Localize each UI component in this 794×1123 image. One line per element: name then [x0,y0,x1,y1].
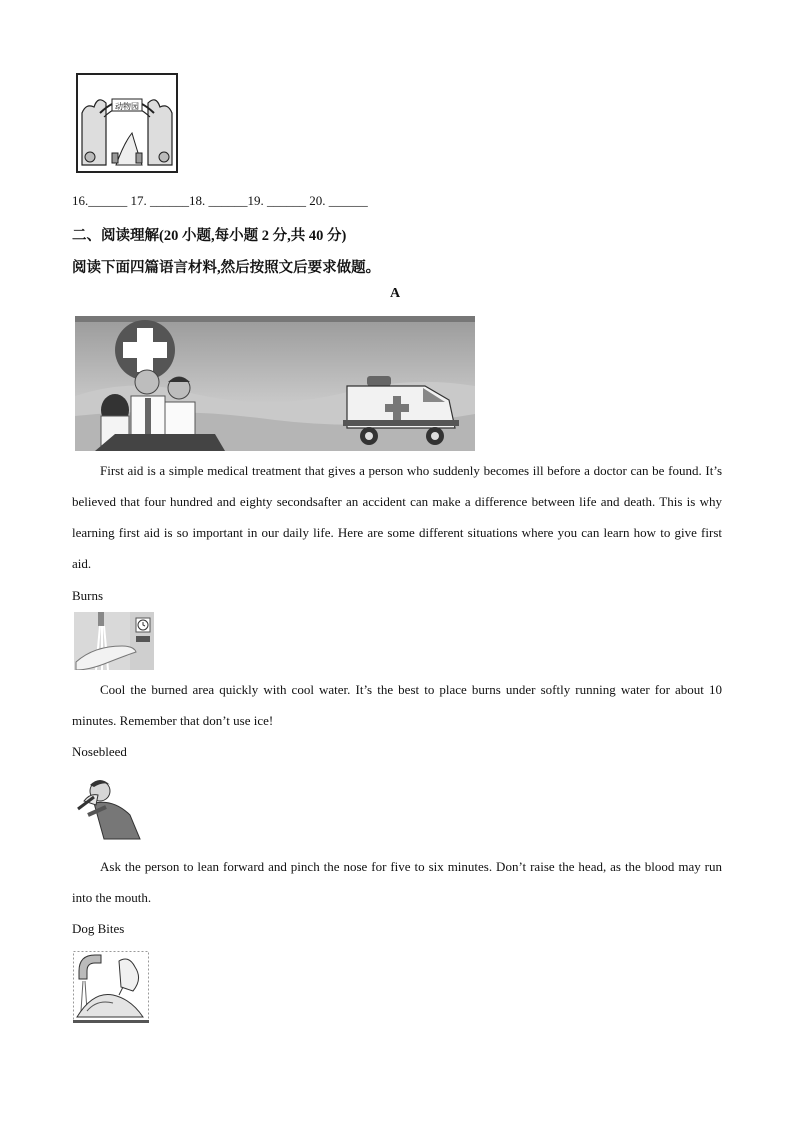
nosebleed-image [74,775,148,841]
instruction: 阅读下面四篇语言材料,然后按照文后要求做题。 [72,260,381,276]
section-heading-dog-bites: Dog Bites [72,921,125,936]
zoo-gate-image [76,73,178,173]
section-title: 二、阅读理解(20 小题,每小题 2 分,共 40 分) [72,228,347,244]
burns-text: Cool the burned area quickly with cool water. It’s the best to place burns under softly running water for about 10 minutes. Remember that don’t use ice! [72,682,722,728]
intro-paragraph: First aid is a simple medical treatment that gives a person who suddenly becomes ill before a doctor can be found. It’s believed that four hundred and eighty secondsafter an accident can make a difference between life and death. This is why learning first aid is so important in our daily life. Here are some different situations where you can learn how to give first aid. [72,463,722,571]
dog-bites-image [73,951,149,1023]
passage-label: A [390,286,401,301]
burns-image [74,612,154,670]
section-heading-nosebleed: Nosebleed [72,744,127,759]
section-heading-burns: Burns [72,588,104,603]
answer-blanks: 16.______ 17. ______18. ______19. ______ 20. ______ [72,193,368,208]
nosebleed-text: Ask the person to lean forward and pinch the nose for five to six minutes. Don’t raise the head, as the blood may run into the mouth. [72,859,722,905]
first-aid-banner-image [75,316,475,451]
zoo-sign-text: 动物园 [115,102,139,111]
